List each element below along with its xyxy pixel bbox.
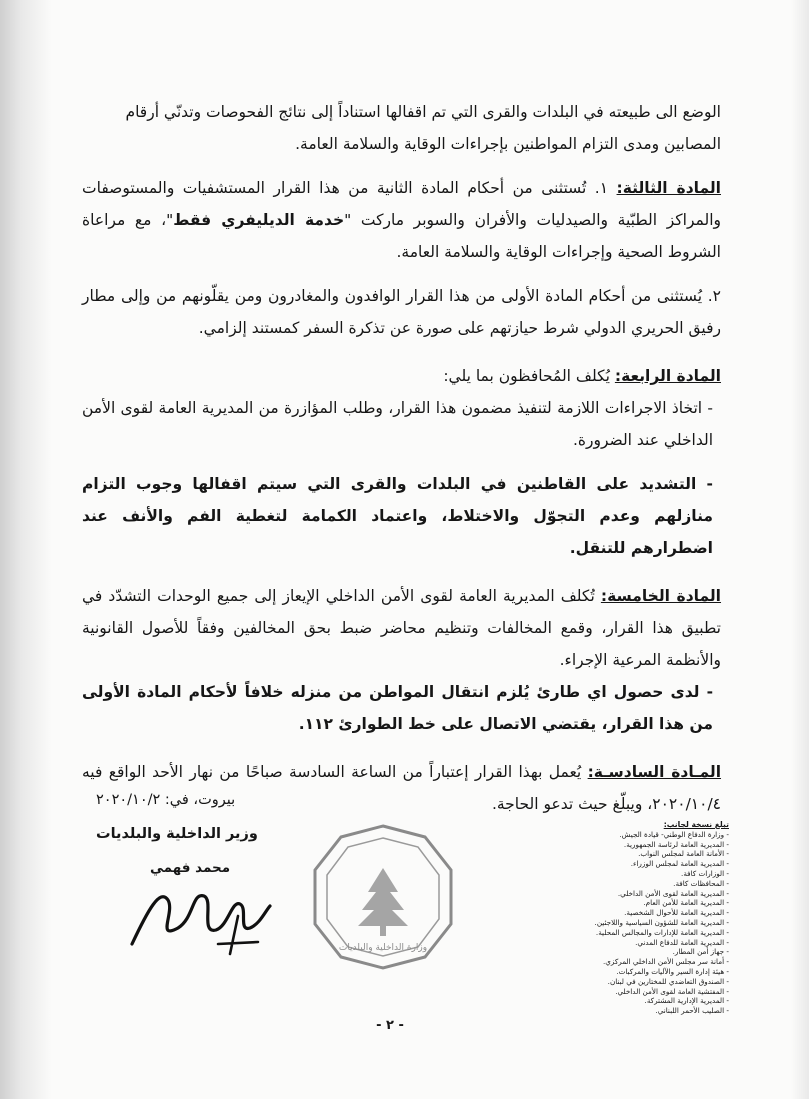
- article-6-text: يُعمل بهذا القرار إعتباراً من الساعة السادسة صباحًا من نهار الأحد الواقع فيه ٢٠٢٠/١٠/٤، ويبلّغ حيث تدعو الحاجة.: [82, 763, 721, 813]
- distribution-item: - جهاز أمن المطار.: [579, 947, 729, 957]
- distribution-item: - المديرية العامة لقوى الأمن الداخلي.: [579, 889, 729, 899]
- article-3-text-a: ١. تُستثنى من أحكام المادة الثانية من هذا القرار المستشفيات والمستوصفات والمراكز الطبّية والصيدليات والأفران والسوبر ماركت ": [82, 179, 721, 229]
- article-3-title: المادة الثالثة:: [616, 179, 721, 197]
- decision-body: [82, 96, 721, 820]
- distribution-item: - المديرية العامة للإدارات والمجالس المحلية.: [579, 928, 729, 938]
- distribution-item: - المحافظات كافة.: [579, 879, 729, 889]
- distribution-item: - الصليب الأحمر اللبناني.: [579, 1006, 729, 1016]
- distribution-item: - الأمانة العامة لمجلس النواب.: [579, 849, 729, 859]
- seal-text: وزارة الداخلية والبلديات: [338, 943, 428, 953]
- intro-line-2: المصابين ومدى التزام المواطنين بإجراءات الوقاية والسلامة العامة.: [295, 135, 721, 153]
- ministry-seal: [308, 822, 458, 972]
- distribution-item: - المفتشية العامة لقوى الأمن الداخلي.: [579, 987, 729, 997]
- distribution-item: - المديرية العامة للأحوال الشخصية.: [579, 908, 729, 918]
- distribution-item: - المديرية العامة للشؤون السياسية واللاجئين.: [579, 918, 729, 928]
- article-5-title: المادة الخامسة:: [600, 587, 722, 605]
- article-5-paragraph: [82, 580, 721, 676]
- handwritten-signature: [120, 870, 280, 960]
- article-4-bullet-2: - التشديد على القاطنين في البلدات والقرى التي سيتم اقفالها وجوب التزام منازلهم وعدم التجوّل والاختلاط، واعتماد الكمامة لتغطية الفم والأنف عند اضطرارهم للتنقل.: [82, 475, 713, 557]
- article-4-bullet-1: - اتخاذ الاجراءات اللازمة لتنفيذ مضمون هذا القرار، وطلب المؤازرة من المديرية العامة لقوى الأمن الداخلي عند الضرورة.: [82, 399, 713, 449]
- minister-title: وزير الداخلية والبلديات: [96, 826, 258, 842]
- article-3-text-b: "، مع مراعاة الشروط الصحية وإجراءات الوقاية والسلامة العامة.: [82, 211, 721, 261]
- article-4-intro-text: يُكلف المُحافظون بما يلي:: [443, 367, 615, 385]
- article-3-delivery-only: خدمة الديليفري فقط: [173, 211, 345, 229]
- article-4-title: المادة الرابعة:: [614, 367, 721, 385]
- distribution-item: - أمانة سر مجلس الأمن الداخلي المركزي.: [579, 957, 729, 967]
- distribution-item: - وزارة الدفاع الوطني- قيادة الجيش.: [579, 830, 729, 840]
- place-and-date: بيروت، في: ٢٠٢٠/١٠/٢: [96, 792, 236, 808]
- distribution-item: - الصندوق التعاضدي للمختارين في لبنان.: [579, 977, 729, 987]
- distribution-item: - المديرية الإدارية المشتركة.: [579, 996, 729, 1006]
- article-5-text: تُكلف المديرية العامة لقوى الأمن الداخلي الإيعاز إلى جميع الوحدات التشدّد في تطبيق هذا القرار، وقمع المخالفات وتنظيم محاضر ضبط بحق المخالفين وفقاً للأصول القانونية والأنظمة المرعية الإجراء.: [82, 587, 721, 669]
- distribution-item: - المديرية العامة لرئاسة الجمهورية.: [579, 840, 729, 850]
- photo-shadow-right: [791, 0, 809, 1099]
- article-4-intro: [82, 360, 721, 392]
- minister-name: محمد فهمي: [150, 860, 231, 876]
- distribution-item: - هيئة إدارة السير والآليات والمركبات.: [579, 967, 729, 977]
- article-6-title: المـادة السادسـة:: [587, 763, 722, 781]
- distribution-items: [579, 830, 729, 1016]
- intro-line-1: الوضع الى طبيعته في البلدات والقرى التي تم اقفالها استناداً إلى نتائج الفحوصات وتدنّي أرقام: [125, 103, 721, 121]
- distribution-item: - المديرية العامة للأمن العام.: [579, 898, 729, 908]
- distribution-item: - المديرية العامة لمجلس الوزراء.: [579, 859, 729, 869]
- article-6-paragraph: [82, 756, 721, 820]
- article-3-paragraph-2: ٢. يُستثنى من أحكام المادة الأولى من هذا القرار الوافدون والمغادرون ومن يقلّونهم من وإلى مطار رفيق الحريري الدولي شرط حيازتهم على صورة عن تذكرة السفر كمستند إلزامي.: [82, 287, 721, 337]
- distribution-title: تبلغ نسخة لجانب:: [663, 820, 729, 829]
- distribution-list: [579, 820, 729, 1016]
- page-number: - ٢ -: [376, 1018, 404, 1033]
- article-3-paragraph-1: [82, 172, 721, 268]
- cedar-emblem-icon: [358, 868, 408, 926]
- distribution-item: - الوزارات كافة.: [579, 869, 729, 879]
- distribution-item: - المديرية العامة للدفاع المدني.: [579, 938, 729, 948]
- article-5-bullet: - لدى حصول اي طارئ يُلزم انتقال المواطن من منزله خلافاً لأحكام المادة الأولى من هذا القرار، يقتضي الاتصال على خط الطوارئ ١١٢.: [82, 683, 713, 733]
- photo-shadow-left: [0, 0, 52, 1099]
